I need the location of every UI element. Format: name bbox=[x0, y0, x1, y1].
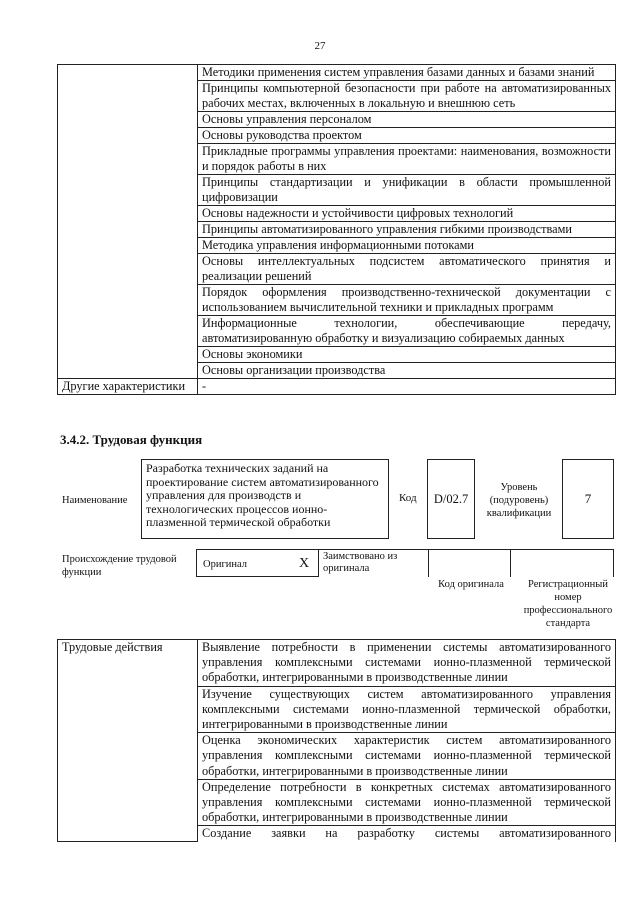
knowledge-item: Принципы компьютерной безопасности при работе на автоматизированных рабочих местах, включенных в локальную и внешнюю сеть bbox=[198, 81, 616, 112]
other-characteristics-value: - bbox=[198, 379, 616, 395]
table-row bbox=[58, 640, 616, 687]
origin-row bbox=[196, 549, 614, 577]
other-characteristics-label: Другие характеристики bbox=[58, 379, 198, 395]
name-label: Наименование bbox=[62, 495, 128, 506]
borrowed-cell bbox=[318, 549, 428, 577]
knowledge-item: Методики применения систем управления базами данных и базами знаний bbox=[198, 65, 616, 81]
function-code-box bbox=[427, 459, 475, 539]
registration-cell bbox=[510, 549, 614, 577]
registration-caption: Регистрационный номер профессионального стандарта bbox=[523, 579, 613, 629]
knowledge-label-cell bbox=[58, 65, 198, 379]
knowledge-item: Принципы стандартизации и унификации в области промышленной цифровизации bbox=[198, 175, 616, 206]
knowledge-item: Методика управления информационными потоками bbox=[198, 238, 616, 254]
original-code-cell bbox=[428, 549, 510, 577]
original-cell bbox=[196, 549, 318, 577]
qualification-level-box bbox=[562, 459, 614, 539]
knowledge-item: Порядок оформления производственно-технической документации с использованием вычислительной техники и прикладных программ bbox=[198, 285, 616, 316]
table-row bbox=[58, 65, 616, 81]
labor-action-item: Создание заявки на разработку системы автоматизированного bbox=[198, 826, 616, 842]
original-mark: X bbox=[299, 556, 310, 571]
labor-action-item: Определение потребности в конкретных системах автоматизированного управления комплексными системами ионно-плазменной термической обработки, интегрированными в производственные линии bbox=[198, 779, 616, 826]
labor-actions-table bbox=[57, 639, 616, 842]
knowledge-item: Принципы автоматизированного управления гибкими производствами bbox=[198, 222, 616, 238]
knowledge-table bbox=[57, 64, 616, 395]
knowledge-item: Основы организации производства bbox=[198, 363, 616, 379]
knowledge-item: Основы экономики bbox=[198, 347, 616, 363]
original-label: Оригинал bbox=[203, 559, 247, 570]
origin-label: Происхождение трудовой функции bbox=[62, 554, 177, 578]
knowledge-item: Основы надежности и устойчивости цифровых технологий bbox=[198, 206, 616, 222]
knowledge-item: Информационные технологии, обеспечивающие передачу, автоматизированную обработку и визуализацию собираемых данных bbox=[198, 316, 616, 347]
knowledge-item: Основы управления персоналом bbox=[198, 112, 616, 128]
table-row bbox=[58, 379, 616, 395]
qualification-level-value: 7 bbox=[584, 491, 592, 506]
borrowed-label: Заимствовано из оригинала bbox=[323, 551, 398, 574]
knowledge-item: Основы интеллектуальных подсистем автоматического принятия и реализации решений bbox=[198, 254, 616, 285]
code-label: Код bbox=[399, 492, 417, 504]
labor-actions-label: Трудовые действия bbox=[58, 640, 198, 842]
original-code-caption: Код оригинала bbox=[438, 579, 504, 590]
page-number: 27 bbox=[314, 40, 326, 52]
function-code-value: D/02.7 bbox=[433, 491, 469, 506]
qualification-level-label: Уровень (подуровень) квалификации bbox=[486, 482, 552, 519]
labor-action-item: Оценка экономических характеристик систем автоматизированного управления комплексными системами ионно-плазменной термической обработки, интегрированными в производственные линии bbox=[198, 733, 616, 780]
knowledge-item: Прикладные программы управления проектами: наименования, возможности и порядок работы в них bbox=[198, 144, 616, 175]
labor-action-item: Выявление потребности в применении системы автоматизированного управления комплексными системами ионно-плазменной термической обработки, интегрированными в производственные линии bbox=[198, 640, 616, 687]
labor-action-item: Изучение существующих систем автоматизированного управления комплексными системами ионно-плазменной термической обработки, интегрированными в производственные линии bbox=[198, 686, 616, 733]
function-name-box: Разработка технических заданий на проектирование систем автоматизированного управления для производств и технологических процессов ионно-плазменной термической обработки bbox=[141, 459, 389, 539]
knowledge-item: Основы руководства проектом bbox=[198, 128, 616, 144]
section-heading: 3.4.2. Трудовая функция bbox=[60, 432, 203, 447]
